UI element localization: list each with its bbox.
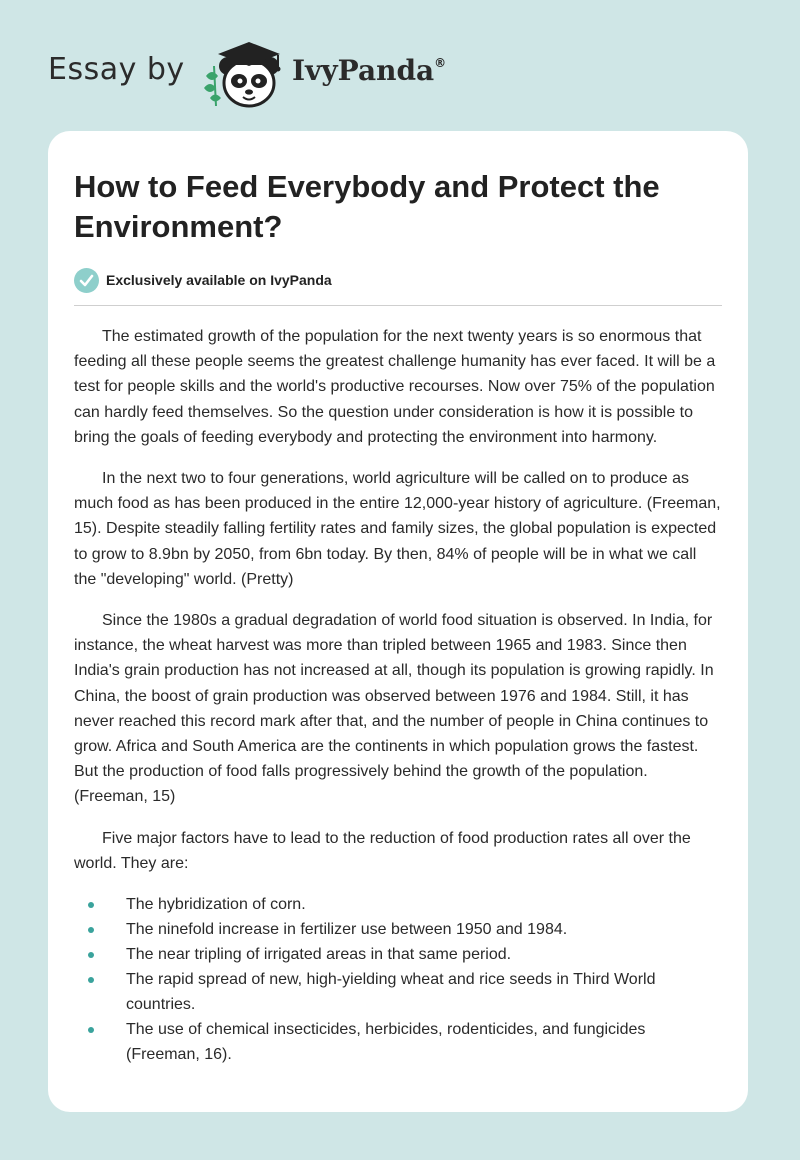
- checkmark-icon: [74, 268, 99, 293]
- essay-card: [48, 131, 748, 1112]
- paragraph-4: Five major factors have to lead to the reduction of food production rates all over the world. They are:: [74, 829, 691, 872]
- essay-by-label: Essay by: [48, 52, 185, 87]
- list-item-text: The near tripling of irrigated areas in that same period.: [126, 946, 512, 964]
- list-item: [74, 942, 722, 967]
- factors-list: [74, 892, 722, 1067]
- bullet-icon: [88, 927, 94, 933]
- paragraph-2: In the next two to four generations, world agriculture will be called on to produce as much food as has been produced in the entire 12,000-year history of agriculture. (Freeman, 15). Despite steadily falling fertility rates and family sizes, the global population is expected to grow to 8.9bn by 2050, from 6bn today. By then, 84% of people will be in what we call the "developing" world. (Pretty): [74, 470, 721, 588]
- list-item-text: The rapid spread of new, high-yielding wheat and rice seeds in Third World countries.: [126, 971, 656, 1014]
- paragraph-1: The estimated growth of the population for the next twenty years is so enormous that feeding all these people seems the greatest challenge humanity has ever faced. It will be a test for people skills and the world's productive recourses. Now over 75% of the population can hardly feed themselves. So the question under consideration is how it is possible to bring the goals of feeding everybody and protecting the environment into harmony.: [74, 328, 716, 446]
- registered-mark: ®: [434, 56, 447, 70]
- list-item: [74, 892, 722, 917]
- list-item: [74, 917, 722, 942]
- exclusive-label: Exclusively available on IvyPanda: [106, 272, 332, 288]
- brand-text: IvyPanda: [292, 54, 435, 87]
- bullet-icon: [88, 952, 94, 958]
- list-item: [74, 1017, 722, 1067]
- bullet-icon: [88, 977, 94, 983]
- bullet-icon: [88, 1027, 94, 1033]
- essay-body: [74, 324, 722, 1067]
- ivypanda-panda-logo-icon[interactable]: [200, 36, 290, 110]
- paragraph-3: Since the 1980s a gradual degradation of world food situation is observed. In India, for instance, the wheat harvest was more than tripled between 1965 and 1983. Since then India's grain production has not increased at all, though its population is growing rapidly. In China, the boost of grain production was observed between 1976 and 1984. Still, it has never reached this record mark after that, and the number of people in China continues to grow. Africa and South America are the continents in which population grows the fastest. But the production of food falls progressively behind the growth of the population. (Freeman, 15): [74, 612, 714, 806]
- list-item-text: The hybridization of corn.: [126, 896, 306, 914]
- title-divider: [74, 305, 722, 306]
- exclusive-badge: [74, 267, 722, 293]
- essay-title: How to Feed Everybody and Protect the Environment?: [74, 169, 660, 244]
- list-item-text: The ninefold increase in fertilizer use between 1950 and 1984.: [126, 921, 568, 939]
- site-header: [0, 0, 800, 120]
- list-item: [74, 967, 722, 1017]
- brand-name[interactable]: [292, 54, 446, 87]
- list-item-text: The use of chemical insecticides, herbicides, rodenticides, and fungicides (Freeman, 16).: [126, 1021, 646, 1064]
- bullet-icon: [88, 902, 94, 908]
